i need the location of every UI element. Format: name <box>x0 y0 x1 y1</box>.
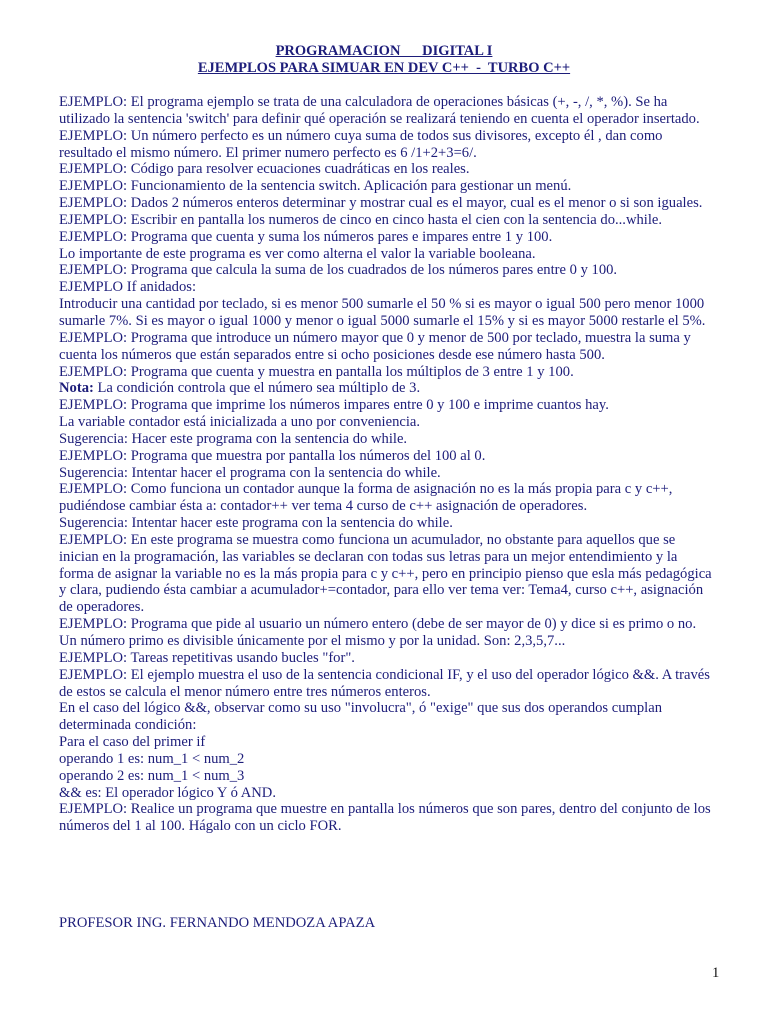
paragraph: operando 1 es: num_1 < num_2 <box>59 750 245 767</box>
paragraph: Lo importante de este programa es ver como alterna el valor la variable booleana. <box>59 245 536 262</box>
note-label: Nota: <box>59 380 94 397</box>
paragraph: EJEMPLO: Programa que imprime los números impares entre 0 y 100 e imprime cuantos hay. <box>59 397 609 414</box>
paragraph: EJEMPLO: Código para resolver ecuaciones cuadráticas en los reales. <box>59 161 470 178</box>
paragraph: Introducir una cantidad por teclado, si es menor 500 sumarle el 50 % si es mayor o igual 500 pero menor 1000 sumarle 7%. Si es mayor o igual 1000 y menor o igual 5000 sumarle el 15% y si es mayor 5000 restarle el 5%. <box>59 296 706 329</box>
paragraph: EJEMPLO: Funcionamiento de la sentencia switch. Aplicación para gestionar un menú. <box>59 178 572 195</box>
paragraph: EJEMPLO: Programa que pide al usuario un número entero (debe de ser mayor de 0) y dice si es primo o no. Un número primo es divisible únicamente por el mismo y por la unidad. Son: 2,3,5,7... <box>59 616 697 649</box>
paragraph: Sugerencia: Hacer este programa con la sentencia do while. <box>59 430 408 447</box>
paragraph: EJEMPLO: Programa que cuenta y suma los números pares e impares entre 1 y 100. <box>59 228 553 245</box>
paragraph: EJEMPLO: El programa ejemplo se trata de una calculadora de operaciones básicas (+, -, /, *, %). Se ha utilizado la sentencia 'switch' para definir qué operación se realizará teniendo en cuenta el operador insertado. <box>59 94 700 127</box>
paragraph: Sugerencia: Intentar hacer este programa con la sentencia do while. <box>59 515 453 532</box>
paragraph: EJEMPLO If anidados: <box>59 279 197 296</box>
paragraph: EJEMPLO: Programa que introduce un número mayor que 0 y menor de 500 por teclado, muestra la suma y cuenta los números que están separados entre si ocho posiciones desde ese número hasta 500. <box>59 329 691 363</box>
document-body <box>59 94 715 835</box>
paragraph: En el caso del lógico &&, observar como su uso "involucra", ó "exige" que sus dos operandos cumplan determinada condición: <box>59 700 662 734</box>
paragraph: La variable contador está inicializada a uno por conveniencia. <box>59 414 421 431</box>
paragraph: EJEMPLO: Dados 2 números enteros determinar y mostrar cual es el mayor, cual es el menor o si son iguales. <box>59 195 703 212</box>
paragraph: EJEMPLO: El ejemplo muestra el uso de la sentencia condicional IF, y el uso del operador lógico &&. A través de estos se calcula el menor número entre tres números enteros. <box>59 666 710 700</box>
page-number: 1 <box>712 965 720 981</box>
paragraph: EJEMPLO: Programa que calcula la suma de los cuadrados de los números pares entre 0 y 100. <box>59 262 618 279</box>
document-subtitle: EJEMPLOS PARA SIMUAR EN DEV C++ - TURBO C++ <box>197 60 571 76</box>
paragraph: EJEMPLO: Como funciona un contador aunque la forma de asignación no es la más propia para c y c++, pudiéndose cambiar ésta a: contador++ ver tema 4 curso de c++ asignación de operadores. <box>59 481 673 515</box>
paragraph: EJEMPLO: Tareas repetitivas usando bucles "for". <box>59 649 355 666</box>
paragraph: operando 2 es: num_1 < num_3 <box>59 767 245 784</box>
paragraph: Para el caso del primer if <box>59 734 206 751</box>
paragraph: EJEMPLO: Realice un programa que muestre en pantalla los números que son pares, dentro del conjunto de los números del 1 al 100. Hágalo con un ciclo FOR. <box>59 801 711 835</box>
paragraph: EJEMPLO: Escribir en pantalla los numeros de cinco en cinco hasta el cien con la sentencia do...while. <box>59 211 663 228</box>
paragraph: && es: El operador lógico Y ó AND. <box>59 784 276 801</box>
author-signature: PROFESOR ING. FERNANDO MENDOZA APAZA <box>59 915 376 931</box>
paragraph: EJEMPLO: En este programa se muestra como funciona un acumulador, no obstante para aquellos que se inician en la programación, las variables se declaran con todas sus letras para un mejor entendimiento y la forma de asignar la variable no es la más propia para c y c++, pero en principio pienso que esla más pedagógica y clara, pudiendo ésta cambiar a acumulador+=contador, para ello ver tema ver: Tema4, curso c++, asignación de operadores. <box>59 531 712 616</box>
paragraph: EJEMPLO: Programa que cuenta y muestra en pantalla los múltiplos de 3 entre 1 y 100. <box>59 363 574 380</box>
paragraph: EJEMPLO: Un número perfecto es un número cuya suma de todos sus divisores, excepto él , dan como resultado el mismo número. El primer numero perfecto es 6 /1+2+3=6/. <box>59 127 663 161</box>
document-header <box>0 43 768 77</box>
note-paragraph <box>59 380 715 397</box>
paragraph: EJEMPLO: Programa que muestra por pantalla los números del 100 al 0. <box>59 447 486 464</box>
course-title: PROGRAMACION DIGITAL I <box>275 43 493 59</box>
note-text: La condición controla que el número sea múltiplo de 3. <box>93 380 421 397</box>
paragraph: Sugerencia: Intentar hacer el programa con la sentencia do while. <box>59 464 441 481</box>
